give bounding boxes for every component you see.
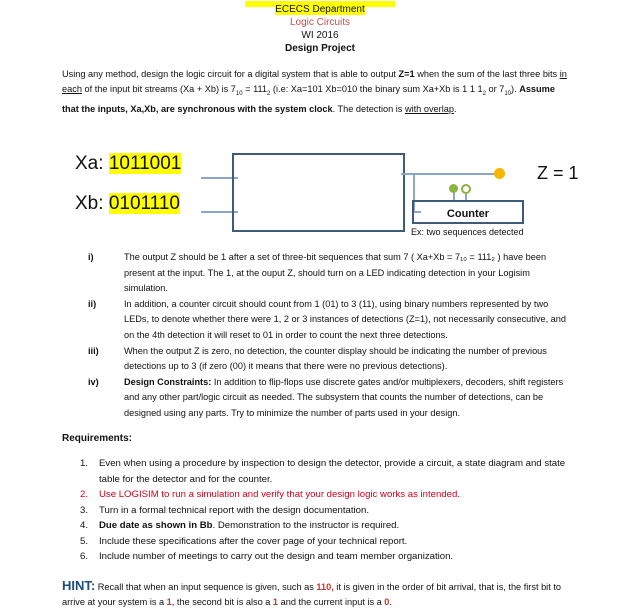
spec-item: iv) Design Constraints: In addition to flip-flops use discrete gates and/or multiplexers, decoders, shift registers and any other part/logic circuit as needed. The subsystem that counts the number of detections, can be designed using any parts. Try to minimize the number of parts used in your design. <box>88 376 564 418</box>
xb-input: Xb: 0101110 <box>75 193 180 214</box>
output-wire <box>401 173 501 175</box>
term-heading: WI 2016 <box>301 30 339 41</box>
counter-led-off-icon <box>461 184 471 194</box>
output-led-icon <box>494 168 505 179</box>
detector-block <box>232 153 405 232</box>
requirement-item: 4. Due date as shown in Bb. Demonstration to the instructor is required. <box>80 520 400 531</box>
example-caption: Ex: two sequences detected <box>411 227 524 237</box>
requirements-list <box>80 456 580 565</box>
department-heading: ECECS Department <box>275 4 365 15</box>
header-highlight-strip <box>0 0 640 2</box>
intro-paragraph: Using any method, design the logic circuit for a digital system that is able to output Z=1 when the sum of the last three bits in each of the input bit streams (Xa + Xb) is $7_{10} = 111_2$ (i.e: Xa=101 Xb=010 the binary sum Xa+Xb is 1 1 $1_2$ or $7_{10}$). Assume that the inputs, Xa,Xb, are synchronous with the system clock. The detection is with overlap. <box>62 69 567 114</box>
specification-list <box>88 250 568 422</box>
hint-paragraph: HINT: Recall that when an input sequence is given, such as 110, it is given in the order of bit arrival, that is, the first bit to arrive at your system is a 1, the second bit is also a 1 and the current input is a 0. <box>62 578 561 607</box>
requirement-item: 3. Turn in a formal technical report with the design documentation. <box>80 504 370 516</box>
course-heading: Logic Circuits <box>289 17 351 28</box>
spec-item: i) The output Z should be 1 after a set of three-bit sequences that sum 7 ( Xa+Xb = 7₁₀ = 111₂ ) have been present at the input. The 1, at the ouput Z, should turn on a LED indicating detection in your Logisim simulation. <box>88 252 547 294</box>
xa-bitstream: 1011001 <box>108 153 182 174</box>
requirement-item: 1. Even when using a procedure by inspection to design the detector, provide a circuit, a state diagram and state table for the detector and for the counter. <box>80 458 566 485</box>
counter-block: Counter <box>412 200 524 224</box>
xa-input: Xa: 1011001 <box>75 153 182 174</box>
requirements-heading: Requirements: <box>62 433 133 444</box>
requirement-item: 5. Include these specifications after the cover page of your technical report. <box>80 535 408 547</box>
requirement-item: 6. Include number of meetings to carry out the design and team member organization. <box>80 551 454 562</box>
spec-item: ii) In addition, a counter circuit should count from 1 (01) to 3 (11), using binary numbers represented by two LEDs, to denote whether there were 1, 2 or 3 instances of detections (Z=1), not necessarily consecutive, and on the 4th detection it will reset to 01 in order to count the next three detections. <box>88 298 567 340</box>
z-output-label: Z = 1 <box>537 163 579 183</box>
requirement-item: 2. Use LOGISIM to run a simulation and verify that your design logic works as intended. <box>80 489 461 500</box>
xb-bitstream: 0101110 <box>108 193 180 214</box>
counter-led-on-icon <box>449 184 458 193</box>
page-title: Design Project <box>284 43 356 54</box>
spec-item: iii) When the output Z is zero, no detection, the counter display should be indicating the number of previous detections up to 3 (if zero (00) it means that there were no previous detections). <box>88 345 547 372</box>
